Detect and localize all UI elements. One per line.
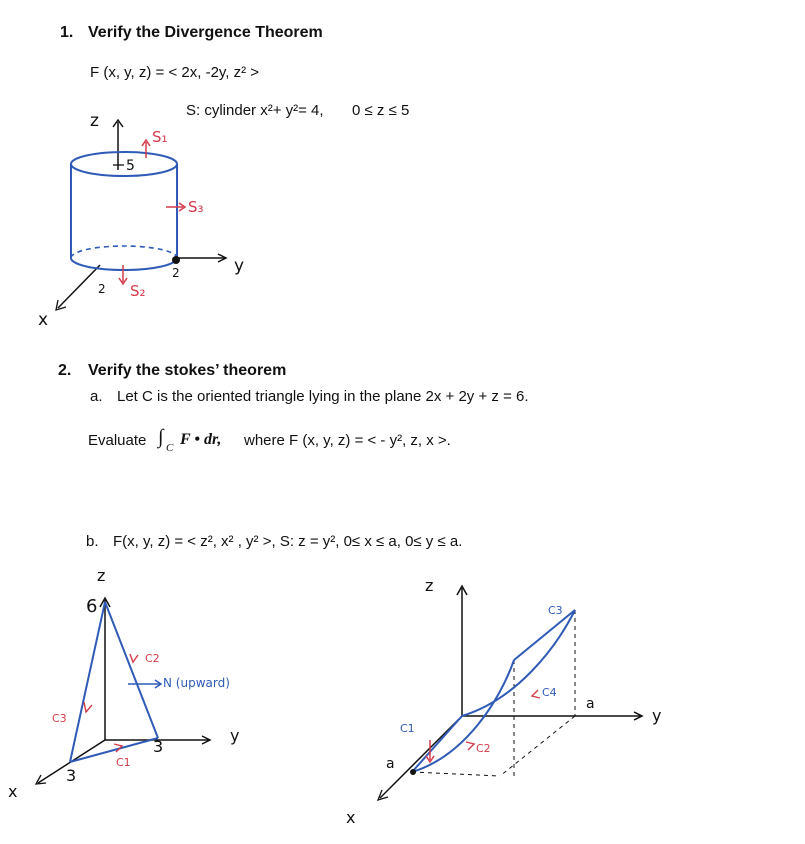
problem-1-surface: S: cylinder x²+ y²= 4, (186, 102, 324, 119)
surface-x-label: x (346, 808, 356, 827)
part-a-text: Let C is the oriented triangle lying in the plane 2x + 2y + z = 6. (117, 388, 529, 405)
triangle-x-value: 3 (66, 766, 77, 785)
surface-a-y-label: a (586, 696, 595, 712)
problem-1-range: 0 ≤ z ≤ 5 (352, 102, 410, 119)
surface-z-label: z (425, 576, 434, 595)
surface-c3-label: C3 (548, 604, 563, 617)
surface-a-x-label: a (386, 756, 395, 772)
cylinder-radius-x-label: 2 (98, 282, 106, 296)
triangle-z-value: 6 (86, 596, 98, 617)
cylinder-z-label: z (90, 111, 99, 131)
triangle-y-value: 3 (153, 737, 164, 756)
integrand: F • dr, (180, 431, 222, 448)
cylinder-s3-label: S₃ (188, 198, 204, 216)
integral-sign: ∫ (158, 426, 164, 448)
part-b-label: b. (86, 533, 99, 550)
surface-c2-label: C2 (476, 742, 491, 755)
triangle-z-label: z (97, 566, 106, 585)
triangle-c1-label: C1 (116, 756, 131, 769)
part-a-evaluate-prefix: Evaluate (88, 432, 147, 449)
problem-1-number: 1. (60, 24, 74, 41)
integral-subscript: C (166, 442, 174, 454)
cylinder-s1-label: S₁ (152, 128, 168, 146)
cylinder-x-label: x (38, 310, 49, 330)
triangle-c2-label: C2 (145, 652, 160, 665)
part-a-label: a. (90, 388, 103, 405)
triangle-normal-label: N (upward) (163, 676, 230, 690)
part-a-where: where F (x, y, z) = < - y², z, x >. (244, 432, 451, 449)
triangle-x-label: x (8, 782, 18, 801)
problem-1-title: Verify the Divergence Theorem (88, 24, 323, 41)
cylinder-s2-label: S₂ (130, 282, 146, 300)
cylinder-height-label: 5 (126, 158, 135, 174)
surface-c1-label: C1 (400, 722, 415, 735)
triangle-y-label: y (230, 726, 240, 745)
part-b-text: F(x, y, z) = < z², x² , y² >, S: z = y², 0≤ x ≤ a, 0≤ y ≤ a. (113, 533, 463, 550)
surface-y-label: y (652, 706, 662, 725)
problem-2-number: 2. (58, 362, 72, 379)
problem-2-title: Verify the stokes’ theorem (88, 362, 287, 379)
surface-c4-label: C4 (542, 686, 557, 699)
cylinder-y-label: y (234, 256, 245, 276)
problem-1-field: F (x, y, z) = < 2x, -2y, z² > (90, 64, 260, 81)
cylinder-radius-y-label: 2 (172, 266, 180, 280)
triangle-c3-label: C3 (52, 712, 67, 725)
